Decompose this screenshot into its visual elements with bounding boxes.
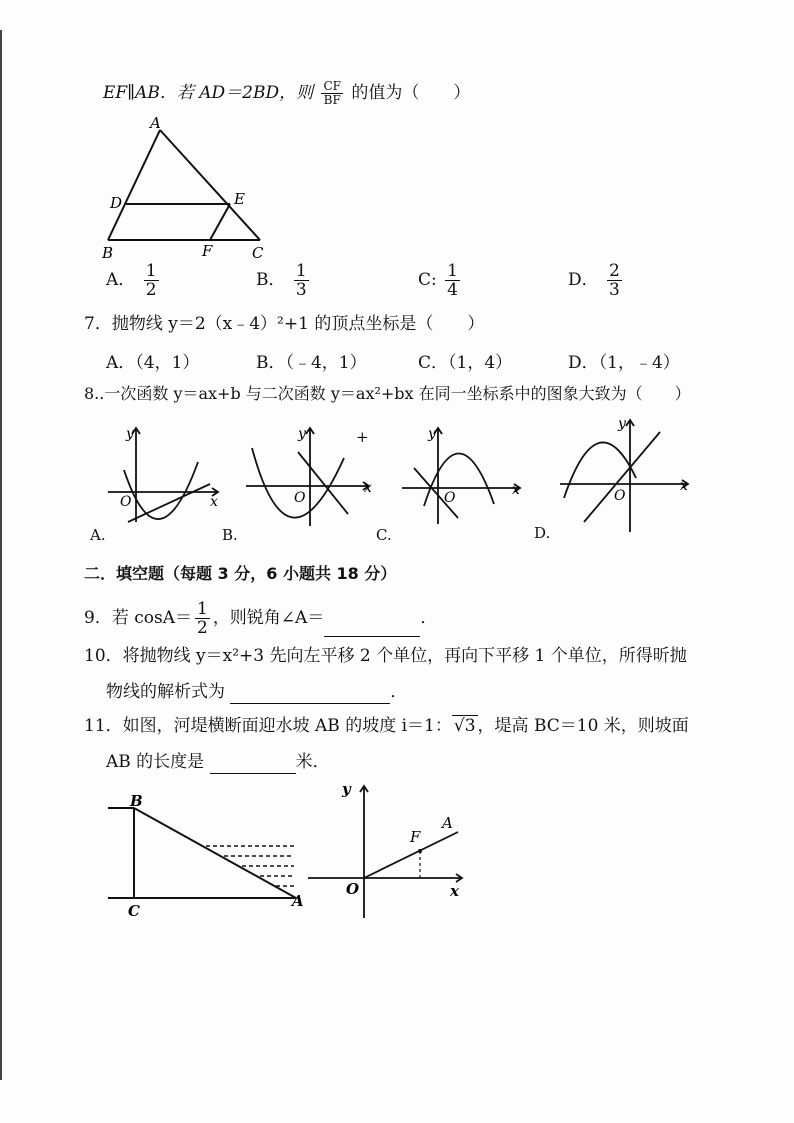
q11-label-B: B	[130, 792, 143, 810]
q6-option-b[interactable]: B． $\frac{1}{3}$	[256, 261, 307, 300]
q6-label-E: E	[234, 190, 245, 208]
q9-answer-blank[interactable]	[324, 616, 420, 637]
q9-stem: 9．若 cosA＝ $\frac{1}{2}$ ，则锐角∠A＝ ．	[84, 599, 438, 638]
q11-label-A: A	[292, 892, 304, 910]
q6-triangle-figure	[100, 114, 280, 263]
q6-label-F: F	[202, 242, 213, 260]
q8-graph-c[interactable]	[400, 422, 525, 527]
q6-label-A: A	[150, 114, 161, 132]
q8-option-a[interactable]: A.	[90, 526, 106, 544]
stray-plus-mark: +	[356, 428, 369, 446]
q7-stem: 7．抛物线 y＝2（x﹣4）²+1 的顶点坐标是（ ）	[84, 314, 485, 334]
section2-title: 二．填空题（每题 3 分，6 小题共 18 分）	[84, 564, 397, 583]
q12-label-O: O	[346, 880, 360, 898]
q12-label-x: x	[450, 882, 459, 900]
q7-option-c[interactable]: C．（1，4）	[418, 353, 513, 373]
q8-b-origin-label: O	[294, 490, 306, 506]
page-left-border	[0, 30, 2, 1080]
q10-line1: 10．将抛物线 y＝x²+3 先向左平移 2 个单位，再向下平移 1 个单位，所得昕抛	[84, 646, 687, 666]
q12-coordinate-figure	[306, 782, 476, 922]
q8-c-origin-label: O	[444, 490, 456, 506]
q7-option-a[interactable]: A．（4，1）	[106, 353, 200, 373]
q11-line1: 11．如图，河堤横断面迎水坡 AB 的坡度 i＝1： √3 ，堤高 BC＝10 米，则坡面	[84, 716, 689, 736]
q8-c-x-label: x	[512, 482, 520, 498]
q11-label-C: C	[128, 902, 140, 920]
q8-a-x-label: x	[210, 494, 218, 510]
q8-option-b[interactable]: B.	[222, 526, 238, 544]
q7-option-d[interactable]: D．（1，﹣4）	[568, 353, 680, 373]
q8-d-x-label: x	[680, 478, 688, 494]
q8-b-x-label: x	[364, 480, 372, 496]
q11-answer-blank[interactable]	[210, 753, 296, 774]
q6-label-D: D	[110, 194, 123, 212]
q8-a-y-label: y	[126, 426, 134, 442]
q8-graph-d[interactable]	[556, 410, 696, 535]
q8-c-y-label: y	[428, 426, 436, 442]
q12-label-A: A	[442, 814, 453, 832]
q11-line2: AB 的长度是 米．	[106, 752, 330, 772]
q8-stem: 8..一次函数 y＝ax+b 与二次函数 y＝ax²+bx 在同一坐标系中的图象大致为（ ）	[84, 384, 691, 403]
q6-option-d[interactable]: D． $\frac{2}{3}$	[568, 261, 620, 300]
q6-label-B: B	[102, 244, 114, 262]
q8-a-origin-label: O	[120, 494, 132, 510]
q12-label-y: y	[342, 780, 351, 798]
q11-embankment-figure	[108, 792, 308, 922]
q6-option-c[interactable]: C: $\frac{1}{4}$	[418, 261, 458, 300]
q8-b-y-label: y	[298, 426, 306, 442]
sqrt-symbol: √3	[453, 716, 476, 736]
q10-answer-blank[interactable]	[230, 683, 390, 704]
q8-option-c[interactable]: C.	[376, 526, 392, 544]
q6-fraction: $\frac{CF}{BF}$	[323, 79, 341, 107]
q6-label-C: C	[252, 244, 264, 262]
q8-option-d[interactable]: D.	[534, 524, 551, 542]
q10-line2: 物线的解析式为 ．	[106, 682, 408, 702]
q8-d-y-label: y	[618, 416, 626, 432]
q8-d-origin-label: O	[614, 488, 626, 504]
q8-graph-a[interactable]	[106, 422, 226, 527]
q12-label-F: F	[410, 828, 421, 846]
q6-stem: EF∥AB．若 AD＝2BD，则 $\frac{CF}{BF}$ 的值为（ ）	[103, 79, 471, 107]
q7-option-b[interactable]: B．（﹣4，1）	[256, 353, 367, 373]
q6-option-a[interactable]: A． $\frac{1}{2}$	[106, 261, 157, 300]
